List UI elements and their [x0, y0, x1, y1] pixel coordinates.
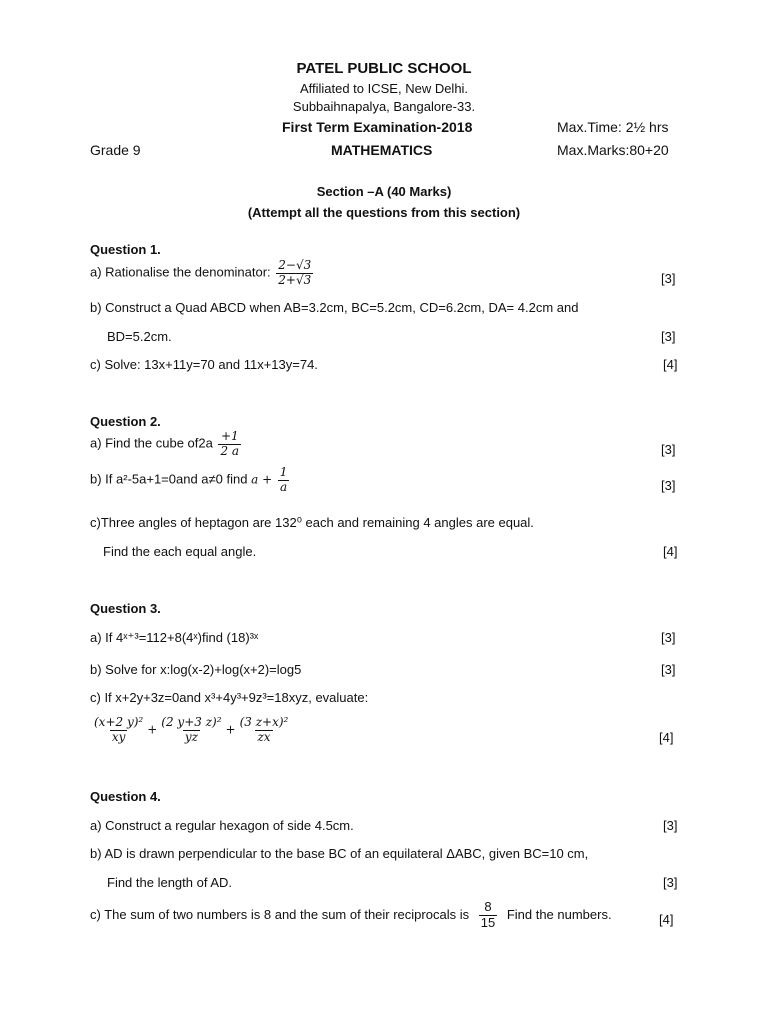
q2-part-c-cont: Find the each equal angle.: [103, 544, 257, 559]
q3-c-expression: [90, 716, 292, 745]
q2-a-marks: [3]: [661, 442, 676, 457]
q1-c-marks: [4]: [663, 357, 678, 372]
q4-c-fraction: [479, 900, 497, 931]
q1-a-fraction: [276, 259, 313, 288]
q3-part-a: a) If 4ˣ⁺³=112+8(4ˣ)find (18)³ˣ: [90, 630, 259, 645]
q4-part-c: [90, 900, 612, 931]
q4-b-marks: [3]: [663, 875, 678, 890]
q4-c-numerator: 8: [484, 899, 492, 914]
question-4-title: Question 4.: [90, 789, 161, 804]
q4-a-marks: [3]: [663, 818, 678, 833]
q2-part-a: [90, 430, 243, 459]
max-marks: Max.Marks:80+20: [557, 142, 669, 158]
q4-c-marks: [4]: [659, 912, 674, 927]
q3-c-term-3-den: zx: [257, 729, 271, 744]
q3-c-term-1-den: xy: [111, 729, 126, 744]
q2-a-numerator: +1: [220, 429, 239, 443]
q3-a-marks: [3]: [661, 630, 676, 645]
q4-part-b: b) AD is drawn perpendicular to the base BC of an equilateral ΔABC, given BC=10 cm,: [90, 846, 589, 861]
q4-c-text-after: Find the numbers.: [506, 906, 612, 922]
q3-c-term-2: [159, 716, 223, 745]
q1-a-denominator: 2+√3: [278, 272, 312, 287]
q4-c-denominator: 15: [480, 914, 496, 930]
q4-part-a: a) Construct a regular hexagon of side 4.5cm.: [90, 818, 354, 833]
q1-b-marks: [3]: [661, 329, 676, 344]
q1-part-b: b) Construct a Quad ABCD when AB=3.2cm, BC=5.2cm, CD=6.2cm, DA= 4.2cm and: [90, 300, 579, 315]
question-3-title: Question 3.: [90, 601, 161, 616]
q3-c-term-1: [92, 716, 145, 745]
question-2-title: Question 2.: [90, 414, 161, 429]
section-instruction: (Attempt all the questions from this section): [247, 205, 521, 220]
q1-part-b-cont: BD=5.2cm.: [107, 329, 172, 344]
q1-a-numerator: 2−√3: [278, 258, 312, 272]
q4-c-text: c) The sum of two numbers is 8 and the sum of their reciprocals is: [90, 906, 470, 922]
exam-title: First Term Examination-2018: [282, 119, 473, 135]
q3-c-marks: [4]: [659, 730, 674, 745]
q3-b-marks: [3]: [661, 662, 676, 677]
school-address: Subbaihnapalya, Bangalore-33.: [292, 99, 476, 114]
q3-part-c: c) If x+2y+3z=0and x³+4y³+9z³=18xyz, evaluate:: [90, 690, 369, 705]
q3-c-term-2-den: yz: [184, 729, 198, 744]
q1-a-text: a) Rationalise the denominator:: [90, 264, 271, 280]
q2-a-fraction: [218, 430, 241, 459]
school-affiliation: Affiliated to ICSE, New Delhi.: [299, 81, 469, 96]
q3-c-term-1-num: (x+2 y)²: [94, 715, 144, 729]
question-1-title: Question 1.: [90, 242, 161, 257]
q1-a-marks: [3]: [661, 271, 676, 286]
q3-c-term-3: [238, 716, 291, 745]
plus-sign: +: [225, 722, 236, 737]
q2-part-b: [90, 466, 291, 495]
q3-part-b: b) Solve for x:log(x-2)+log(x+2)=log5: [90, 662, 302, 677]
q1-part-a: [90, 259, 315, 288]
q4-part-b-cont: Find the length of AD.: [107, 875, 233, 890]
grade: Grade 9: [90, 142, 141, 158]
q3-c-term-2-num: (2 y+3 z)²: [161, 715, 222, 729]
q2-part-c: c)Three angles of heptagon are 132⁰ each and remaining 4 angles are equal.: [90, 515, 534, 530]
q2-a-text: a) Find the cube of2a: [90, 435, 213, 451]
max-time: Max.Time: 2½ hrs: [557, 119, 669, 135]
subject: MATHEMATICS: [331, 142, 433, 158]
section-title: Section –A (40 Marks): [316, 184, 452, 199]
q2-b-prefix: a +: [251, 472, 273, 487]
q2-b-text: b) If a²-5a+1=0and a≠0 find: [90, 471, 248, 487]
q2-b-fraction: [278, 466, 290, 495]
q3-c-term-3-num: (3 z+x)²: [239, 715, 289, 729]
plus-sign: +: [147, 722, 158, 737]
q2-a-denominator: 2 a: [220, 443, 240, 458]
q2-c-marks: [4]: [663, 544, 678, 559]
q2-b-denominator: a: [279, 479, 288, 494]
q2-b-numerator: 1: [279, 465, 288, 479]
school-name: PATEL PUBLIC SCHOOL: [296, 60, 472, 77]
q2-b-marks: [3]: [661, 478, 676, 493]
q1-part-c: c) Solve: 13x+11y=70 and 11x+13y=74.: [90, 357, 318, 372]
